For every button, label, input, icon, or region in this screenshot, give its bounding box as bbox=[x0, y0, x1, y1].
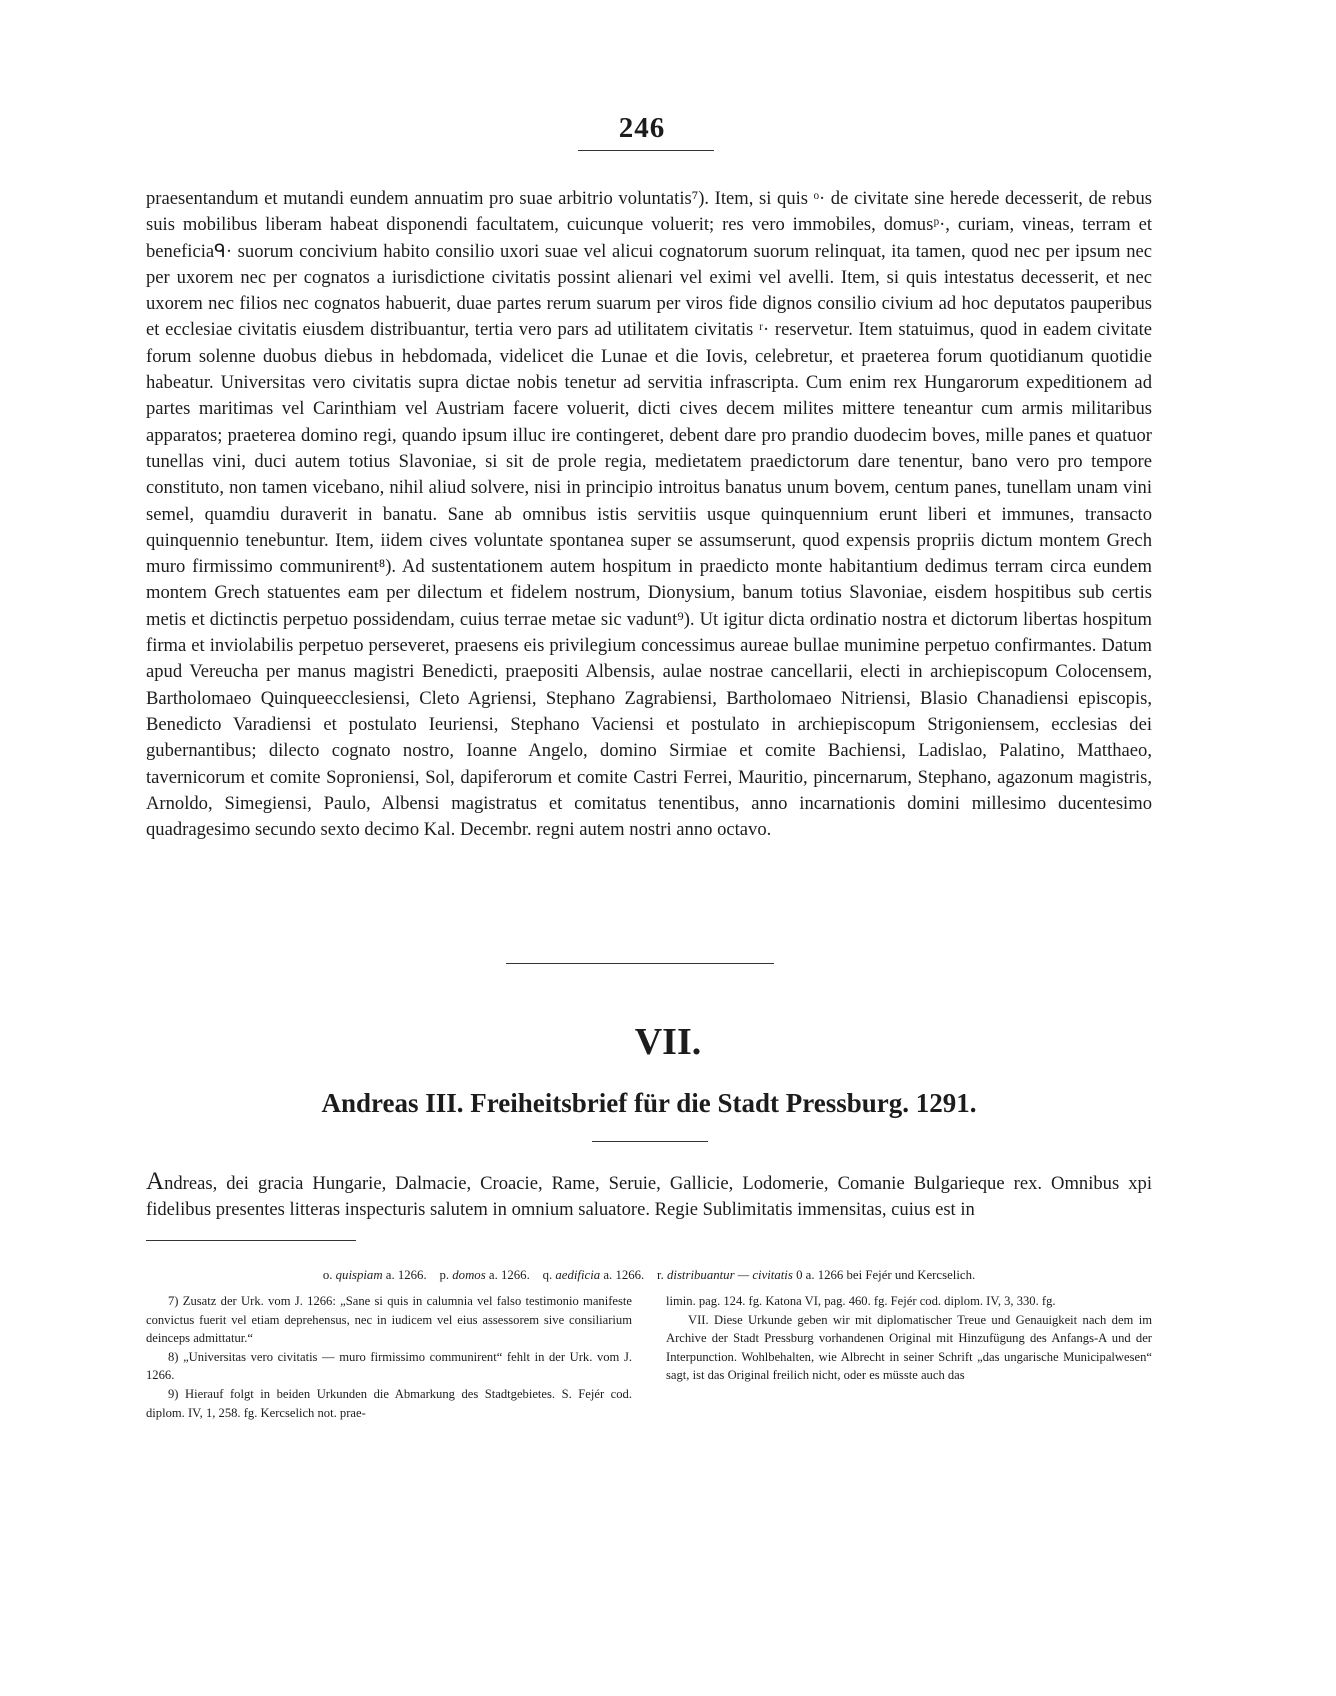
variant-r-src: 0 a. 1266 bei Fejér und Kercselich. bbox=[796, 1268, 976, 1282]
footnote-VII: VII. Diese Urkunde geben wir mit diplomatischer Treue und Genauigkeit nach dem im Archive der Stadt Pressburg vorhandenen Original mit Hinzufügung des Anfangs-A und der Interpunction. Wohlbehalten, wie Albrecht in seiner Schrift „das ungarische Municipalwesen“ sagt, ist das Original freilich nicht, oder es müsste auch das bbox=[666, 1312, 1152, 1383]
footnote-7: 7) Zusatz der Urk. vom J. 1266: „Sane si quis in calumnia vel falso testimonio manifeste convictus fuerit vel etiam deprehensus, nec in iudicem vel eius assessorem sive consiliarium deinceps admittatur.“ bbox=[146, 1294, 632, 1346]
section-number: VII. bbox=[634, 1021, 702, 1063]
variant-o-label: o. bbox=[322, 1268, 333, 1282]
variant-p-label: p. bbox=[439, 1268, 450, 1282]
footnote-columns bbox=[146, 1292, 1152, 1422]
charter-initial: A bbox=[146, 1168, 165, 1195]
charter-text bbox=[146, 1169, 1152, 1224]
variant-r-label: r. bbox=[657, 1268, 664, 1282]
charter-text-body: ndreas, dei gracia Hungarie, Dalmacie, Croacie, Rame, Seruie, Gallicie, Lodomerie, Comanie Bulgarieque rex. Omnibus xpi fidelibus presentes litteras inspecturis salutem in omnium saluatore. Regie Sublimitatis immensitas, cuius est in bbox=[146, 1173, 1152, 1221]
body-text: praesentandum et mutandi eundem annuatim pro suae arbitrio voluntatis⁷). Item, si quis ᵒ· de civitate sine herede decesserit, de rebus suis mobilibus liberam habeat disponendi facultatem, cuicunque voluerit; res vero immobiles, domusᵖ·, curiam, vineas, terram et beneficiaᑫ· suorum concivium habito consilio uxori suae vel alicui cognatorum suorum relinquat, ita tamen, quod nec per ipsum nec per uxorem nec per cognatos a iurisdictione civitatis possint alienari vel eximi vel avelli. Item, si quis intestatus decesserit, et nec uxorem nec filios nec cognatos habuerit, duae partes rerum suarum per viros fide dignos consilio civium ad hoc deputatos pauperibus et ecclesiae civitatis eiusdem distribuantur, tertia vero pars ad utilitatem civitatis ʳ· reservetur. Item statuimus, quod in eadem civitate forum solenne duobus diebus in hebdomada, videlicet die Lunae et die Iovis, celebretur, et praeterea forum quotidianum quotidie habeatur. Universitas vero civitatis supra dictae nobis tenetur ad servitia infrascripta. Cum enim rex Hungarorum expeditionem ad partes maritimas vel Carinthiam vel Austriam facere voluerit, dicti cives decem milites mittere teneantur cum armis militaribus apparatos; praeterea domino regi, quando ipsum illuc ire contingeret, debent dare pro prandio duodecim boves, mille panes et quatuor tunellas vini, duci autem totius Slavoniae, si sit de prole regia, medietatem praedictorum dare tenentur, bano vero pro tempore constituto, non tamen vicebano, nihil aliud solvere, nisi in principio introitus banatus unum bovem, centum panes, tunellam unam vini semel, quamdiu duraverit in banatu. Sane ab omnibus istis servitiis usque quinquennium erunt liberi et immunes, transacto quinquennio tenebuntur. Item, iidem cives voluntate spontanea super se assumserunt, quod expensis propriis dictum montem Grech muro firmissimo communirent⁸). Ad sustentationem autem hospitum in praedicto monte habitantium dedimus terram circa eundem montem Grech statuentes eam per dilectum et fidelem nostrum, Dionysium, banum totius Slavoniae, eisdem hospitibus sub certis metis et dictinctis perpetuo possidendam, cuius terrae metae sic vadunt⁹). Ut igitur dicta ordinatio nostra et dictorum libertas hospitum firma et inviolabilis perpetuo perseveret, praesens eis privilegium concessimus aureae bullae munimine perpetuo confirmantes. Datum apud Vereucha per manus magistri Benedicti, praepositi Albensis, aulae nostrae cancellarii, electi in archiepiscopum Colocensem, Bartholomaeo Quinqueecclesiensi, Cleto Agriensi, Stephano Zagrabiensi, Bartholomaeo Nitriensi, Blasio Chanadiensi episcopis, Benedicto Varadiensi et postulato Ieuriensi, Stephano Vaciensi et postulato in archiepiscopum Strigoniensem, ecclesias dei gubernantibus; dilecto cognato nostro, Ioanne Angelo, domino Sirmiae et comite Bachiensi, Ladislao, Palatino, Matthaeo, tavernicorum et comite Soproniensi, Sol, dapiferorum et comite Castri Ferrei, Mauritio, pincernarum, Stephano, agazonum magistris, Arnoldo, Simegiensi, Paulo, Albensi magistratus et comitatus tenentibus, anno incarnationis domini millesimo ducentesimo quadragesimo secundo sexto decimo Kal. Decembr. regni autem nostri anno octavo. bbox=[146, 188, 1152, 841]
page-number: 246 bbox=[618, 112, 666, 144]
footnote-rule bbox=[146, 1240, 356, 1241]
variant-p-word: domos bbox=[452, 1268, 486, 1282]
footnote-9: 9) Hierauf folgt in beiden Urkunden die Abmarkung des Stadtgebietes. S. Fejér cod. diplom. IV, 1, 258. fg. Kercselich not. prae- bbox=[146, 1386, 632, 1420]
variant-q-src: a. 1266. bbox=[603, 1268, 645, 1282]
section-title: Andreas III. Freiheitsbrief für die Stadt Pressburg. 1291. bbox=[321, 1088, 977, 1118]
footnote-column-right bbox=[666, 1292, 1152, 1422]
title-rule bbox=[592, 1141, 708, 1142]
footnote-9-continued: limin. pag. 124. fg. Katona VI, pag. 460. fg. Fejér cod. diplom. IV, 3, 330. fg. bbox=[666, 1294, 1056, 1308]
footnote-8: 8) „Universitas vero civitatis — muro firmissimo communirent“ fehlt in der Urk. vom J. 1266. bbox=[146, 1349, 632, 1383]
variant-notes bbox=[146, 1266, 1152, 1284]
section-divider bbox=[506, 963, 774, 964]
variant-q-label: q. bbox=[542, 1268, 553, 1282]
variant-o-src: a. 1266. bbox=[385, 1268, 427, 1282]
variant-p-src: a. 1266. bbox=[488, 1268, 530, 1282]
variant-r-word: distribuantur — civitatis bbox=[667, 1268, 793, 1282]
footnote-column-left bbox=[146, 1292, 632, 1422]
variant-o-word: quispiam bbox=[335, 1268, 383, 1282]
page-number-rule bbox=[578, 150, 714, 151]
variant-q-word: aedificia bbox=[555, 1268, 601, 1282]
